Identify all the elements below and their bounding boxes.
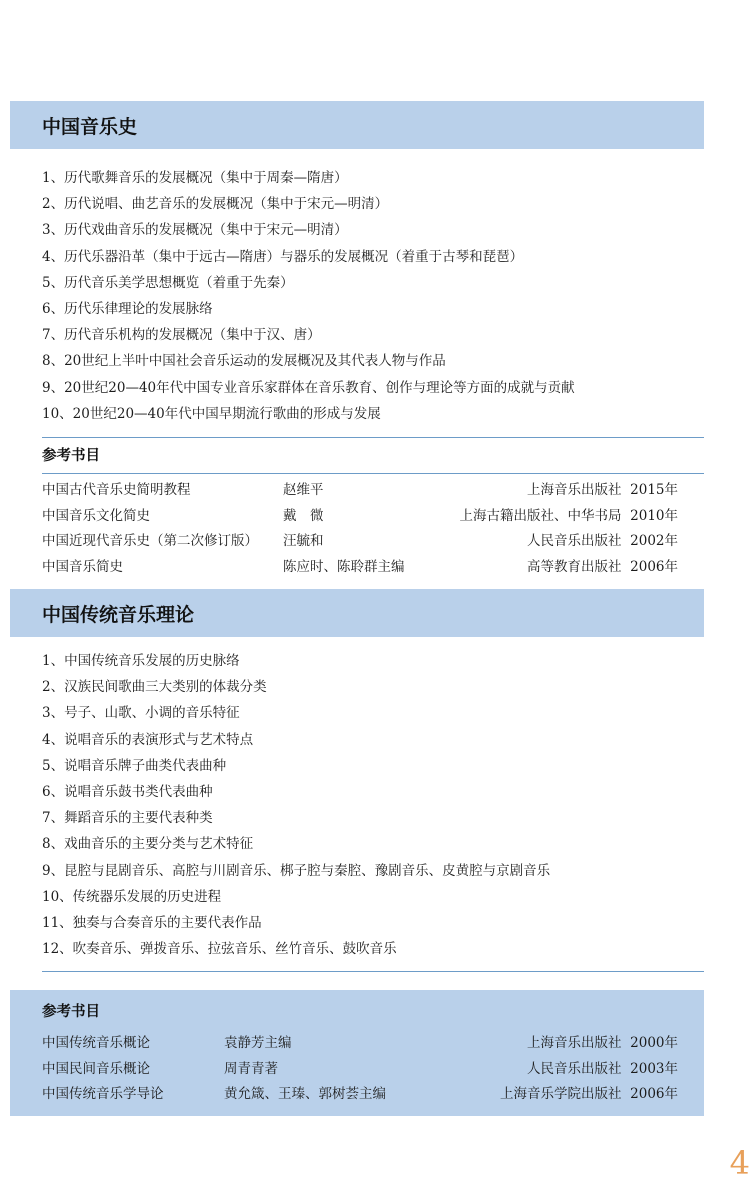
list-item: 5、说唱音乐牌子曲类代表曲种: [42, 757, 227, 774]
reference-publisher: [500, 1082, 678, 1107]
list-item: 6、说唱音乐鼓书类代表曲种: [42, 783, 213, 800]
publisher-name: 人民音乐出版社: [527, 533, 622, 549]
reference-author: 陈应时、陈聆群主编: [283, 558, 405, 575]
publisher-name: 上海古籍出版社、中华书局: [459, 507, 622, 524]
reference-author: 袁静芳主编: [224, 1035, 292, 1051]
reference-title: 中国音乐文化简史: [42, 507, 150, 524]
reference-row: [42, 1082, 678, 1108]
list-item: 1、中国传统音乐发展的历史脉络: [42, 653, 240, 669]
publisher-name: 高等教育出版社: [527, 558, 622, 575]
references-table: [42, 1031, 678, 1108]
reference-title: 中国传统音乐概论: [42, 1035, 150, 1051]
list-item: 9、20世纪20—40年代中国专业音乐家群体在音乐教育、创作与理论等方面的成就与贡献: [42, 379, 575, 396]
list-item: 10、传统器乐发展的历史进程: [42, 888, 222, 905]
publication-year: 2006年: [630, 1086, 678, 1102]
list-item: 1、历代歌舞音乐的发展概况（集中于周秦—隋唐）: [42, 170, 348, 186]
list-item: 9、昆腔与昆剧音乐、高腔与川剧音乐、梆子腔与秦腔、豫剧音乐、皮黄腔与京剧音乐: [42, 862, 551, 879]
reference-publisher: [460, 504, 678, 529]
reference-title: 中国古代音乐史简明教程: [42, 482, 191, 498]
publication-year: 2006年: [630, 558, 678, 575]
list-item: 4、历代乐器沿革（集中于远古—隋唐）与器乐的发展概况（着重于古琴和琵琶）: [42, 248, 524, 265]
list-item: 3、历代戏曲音乐的发展概况（集中于宋元—明清）: [42, 222, 348, 239]
topic-list: [42, 165, 575, 427]
list-item: 7、历代音乐机构的发展概况（集中于汉、唐）: [42, 327, 321, 344]
section-title-traditional-music-theory: [10, 589, 704, 637]
reference-title: 中国近现代音乐史（第二次修订版）: [42, 533, 258, 549]
reference-publisher: [527, 1031, 678, 1056]
references-heading: 参考书目: [42, 1003, 100, 1020]
publisher-name: 上海音乐学院出版社: [500, 1086, 622, 1102]
publication-year: 2002年: [630, 533, 678, 549]
references-table: [42, 478, 678, 580]
list-item: 2、历代说唱、曲艺音乐的发展概况（集中于宋元—明清）: [42, 196, 389, 213]
publication-year: 2003年: [630, 1060, 678, 1077]
reference-author: 戴 微: [283, 507, 324, 524]
topic-list: [42, 648, 550, 962]
reference-author: 周青青著: [224, 1060, 278, 1077]
reference-publisher: [527, 1057, 678, 1082]
divider: [42, 437, 704, 438]
reference-row: [42, 555, 678, 581]
reference-title: 中国音乐简史: [42, 558, 123, 575]
list-item: 10、20世纪20—40年代中国早期流行歌曲的形成与发展: [42, 405, 381, 422]
reference-author: 汪毓和: [283, 533, 324, 549]
publication-year: 2010年: [630, 507, 678, 524]
list-item: 4、说唱音乐的表演形式与艺术特点: [42, 731, 254, 748]
reference-title: 中国传统音乐学导论: [42, 1086, 164, 1102]
reference-publisher: [527, 555, 678, 580]
publisher-name: 上海音乐出版社: [527, 482, 622, 498]
list-item: 3、号子、山歌、小调的音乐特征: [42, 705, 240, 722]
reference-author: 赵维平: [283, 482, 324, 498]
divider: [42, 473, 704, 474]
publisher-name: 上海音乐出版社: [527, 1035, 622, 1051]
section-title-chinese-music-history: [10, 101, 704, 149]
publication-year: 2000年: [630, 1035, 678, 1051]
reference-row: [42, 529, 678, 555]
reference-author: 黄允箴、王瑧、郭树荟主编: [224, 1086, 386, 1102]
reference-row: [42, 1057, 678, 1083]
list-item: 8、20世纪上半叶中国社会音乐运动的发展概况及其代表人物与作品: [42, 353, 446, 370]
publisher-name: 人民音乐出版社: [527, 1060, 622, 1077]
list-item: 7、舞蹈音乐的主要代表种类: [42, 810, 213, 827]
list-item: 6、历代乐律理论的发展脉络: [42, 300, 213, 317]
reference-publisher: [527, 529, 678, 554]
reference-row: [42, 504, 678, 530]
list-item: 5、历代音乐美学思想概览（着重于先秦）: [42, 274, 294, 291]
list-item: 8、戏曲音乐的主要分类与艺术特征: [42, 836, 254, 853]
section-title-text: 中国音乐史: [42, 115, 138, 138]
reference-publisher: [527, 478, 678, 503]
reference-row: [42, 1031, 678, 1057]
section-title-text: 中国传统音乐理论: [42, 603, 195, 626]
list-item: 11、独奏与合奏音乐的主要代表作品: [42, 914, 262, 931]
page-number: 4: [729, 1144, 750, 1182]
publication-year: 2015年: [630, 482, 678, 498]
list-item: 2、汉族民间歌曲三大类别的体裁分类: [42, 679, 267, 696]
reference-title: 中国民间音乐概论: [42, 1060, 150, 1077]
references-heading: 参考书目: [42, 447, 100, 464]
divider: [42, 971, 704, 972]
list-item: 12、吹奏音乐、弹拨音乐、拉弦音乐、丝竹音乐、鼓吹音乐: [42, 941, 397, 958]
reference-row: [42, 478, 678, 504]
